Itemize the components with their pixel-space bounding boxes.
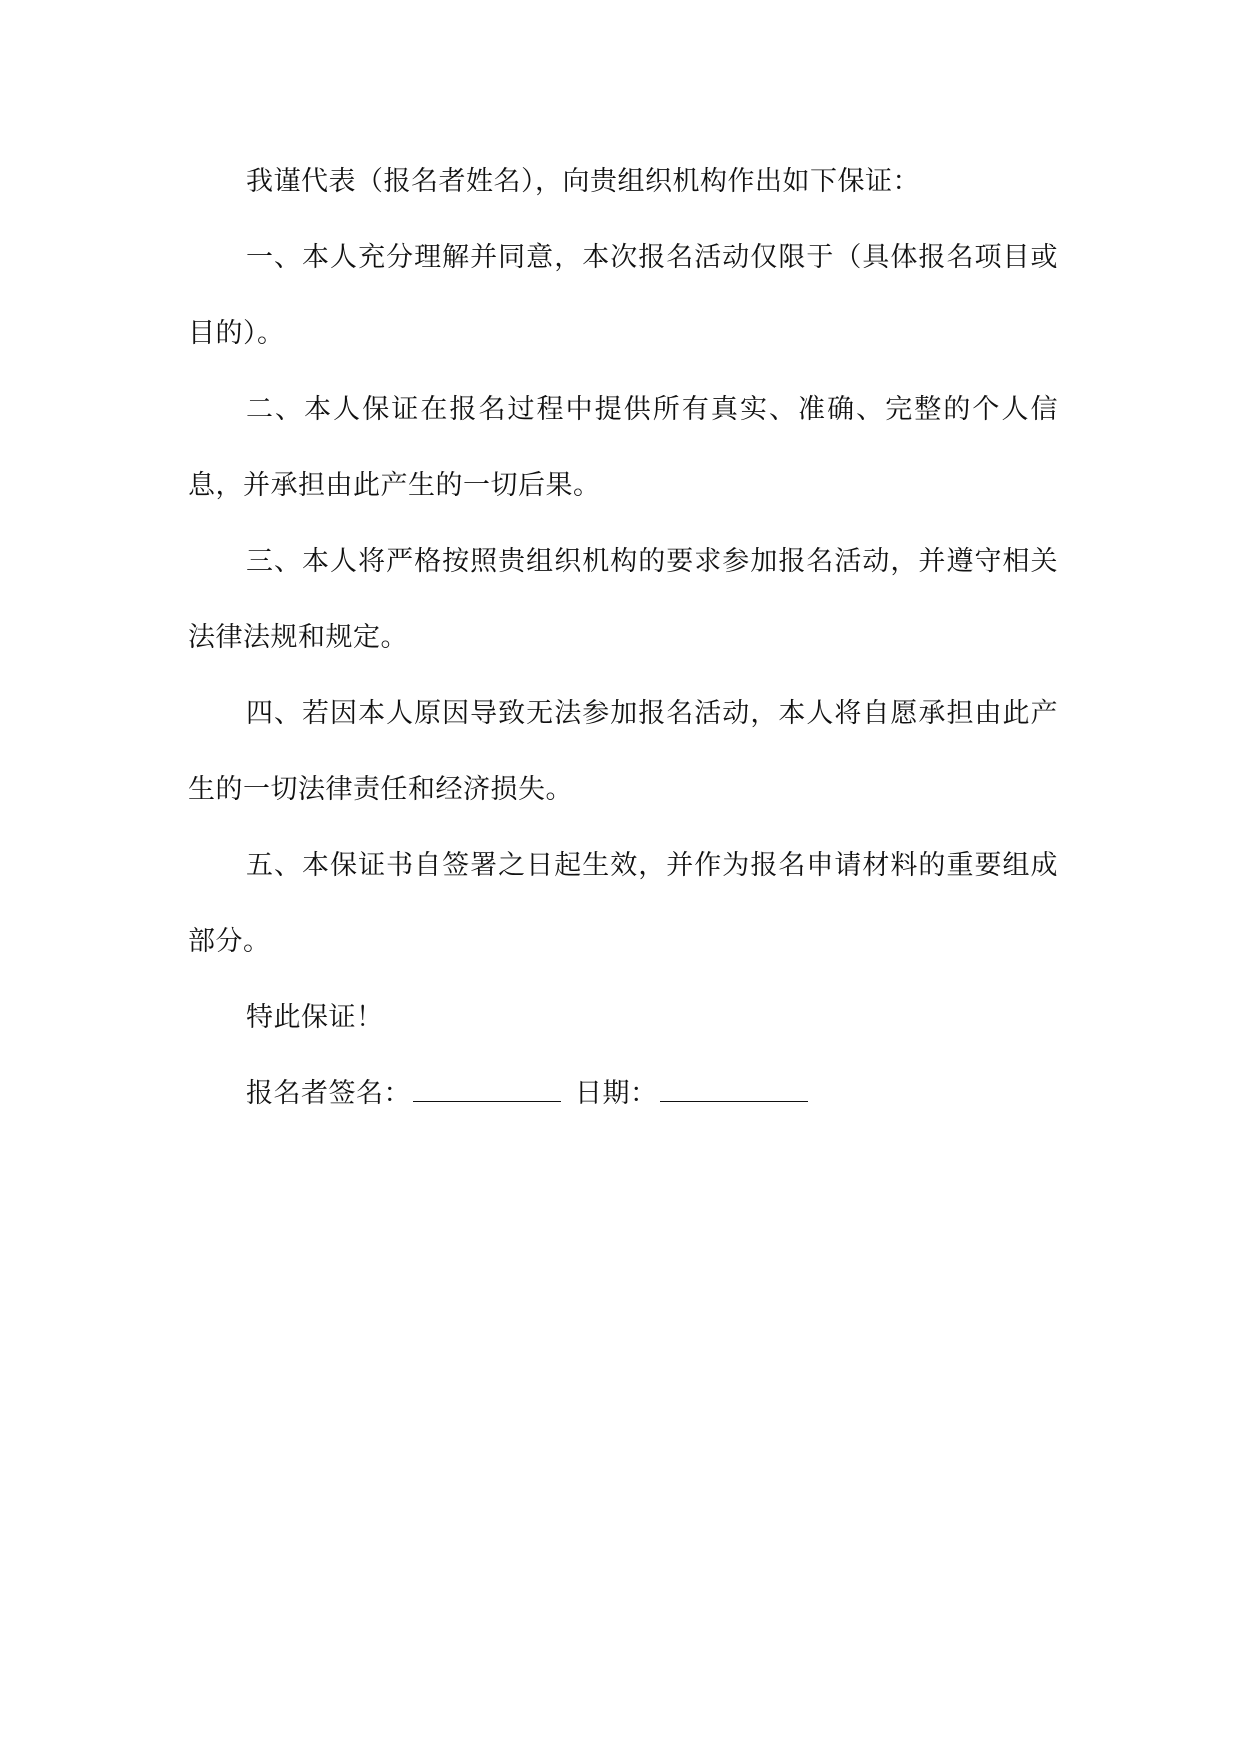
clause-1-paragraph: 一、本人充分理解并同意，本次报名活动仅限于（具体报名项目或目的）。 [188,242,1058,349]
date-blank [660,1079,808,1102]
intro-paragraph: 我谨代表（报名者姓名），向贵组织机构作出如下保证： [246,166,920,197]
document-body [188,144,1058,1132]
date-label: 日期： [575,1078,658,1109]
clause-5-paragraph: 五、本保证书自签署之日起生效，并作为报名申请材料的重要组成部分。 [188,850,1058,957]
clause-3-paragraph: 三、本人将严格按照贵组织机构的要求参加报名活动，并遵守相关法律法规和规定。 [188,546,1058,653]
closing-paragraph: 特此保证！ [246,1002,384,1033]
signature-line [188,1056,1058,1132]
signer-label: 报名者签名： [246,1078,411,1109]
signer-blank [413,1079,561,1102]
clause-2-paragraph: 二、本人保证在报名过程中提供所有真实、准确、完整的个人信息，并承担由此产生的一切后果。 [188,394,1058,501]
clause-4-paragraph: 四、若因本人原因导致无法参加报名活动，本人将自愿承担由此产生的一切法律责任和经济损失。 [188,698,1058,805]
